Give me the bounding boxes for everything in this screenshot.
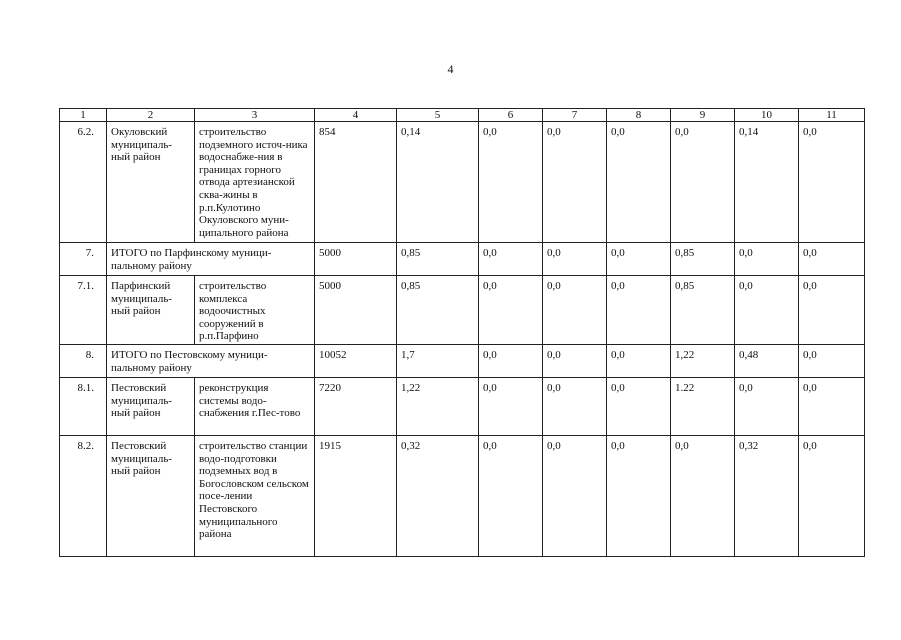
value-cell: 0,32 [397,436,479,557]
column-header: 8 [607,109,671,122]
value-cell: 1.22 [671,378,735,436]
row-number: 8.2. [60,436,107,557]
table-row [60,122,865,243]
value-cell: 5000 [315,276,397,345]
table-row [60,378,865,436]
value-cell: 0,0 [543,276,607,345]
column-header: 2 [107,109,195,122]
value-cell: 0,0 [671,122,735,243]
value-cell: 0,0 [799,345,865,378]
value-cell: 0,14 [735,122,799,243]
value-cell: 0,0 [543,436,607,557]
value-cell: 1915 [315,436,397,557]
value-cell: 0,0 [607,378,671,436]
data-table [59,108,865,557]
row-number: 7.1. [60,276,107,345]
table-row [60,436,865,557]
column-header: 11 [799,109,865,122]
value-cell: 0,0 [799,436,865,557]
total-label-cell: ИТОГО по Пестовскому муници-пальному району [107,345,315,378]
page-number: 4 [447,62,454,76]
value-cell: 0,0 [479,345,543,378]
row-number: 6.2. [60,122,107,243]
value-cell: 0,0 [607,345,671,378]
work-description-cell: строительство подземного источ-ника водоснабже-ния в границах горного отвода артезианской сква-жины в р.п.Кулотино Окуловского муни-ципального района [195,122,315,243]
value-cell: 0,85 [671,243,735,276]
column-header: 9 [671,109,735,122]
value-cell: 0,0 [607,122,671,243]
value-cell: 0,0 [799,243,865,276]
value-cell: 0,0 [479,243,543,276]
value-cell: 1,22 [671,345,735,378]
column-header: 3 [195,109,315,122]
value-cell: 0,0 [799,122,865,243]
value-cell: 0,0 [479,276,543,345]
district-cell: Пестовский муниципаль-ный район [107,436,195,557]
value-cell: 0,0 [543,122,607,243]
value-cell: 0,0 [735,378,799,436]
column-header: 4 [315,109,397,122]
value-cell: 1,7 [397,345,479,378]
work-description-cell: реконструкция системы водо-снабжения г.Пес-тово [195,378,315,436]
value-cell: 0,0 [799,276,865,345]
table-header-row [60,109,865,122]
value-cell: 0,0 [671,436,735,557]
value-cell: 0,0 [735,243,799,276]
value-cell: 0,0 [735,276,799,345]
value-cell: 0,0 [799,378,865,436]
row-number: 8.1. [60,378,107,436]
value-cell: 854 [315,122,397,243]
value-cell: 0,14 [397,122,479,243]
district-cell: Пестовский муниципаль-ный район [107,378,195,436]
value-cell: 0,0 [543,378,607,436]
work-description-cell: строительство комплекса водоочистных сооружений в р.п.Парфино [195,276,315,345]
value-cell: 0,0 [607,276,671,345]
row-number: 8. [60,345,107,378]
row-number: 7. [60,243,107,276]
value-cell: 0,0 [543,243,607,276]
value-cell: 0,85 [397,276,479,345]
total-label-cell: ИТОГО по Парфинскому муници-пальному району [107,243,315,276]
district-cell: Окуловский муниципаль-ный район [107,122,195,243]
value-cell: 1,22 [397,378,479,436]
value-cell: 0,32 [735,436,799,557]
table-row [60,276,865,345]
value-cell: 0,0 [479,378,543,436]
value-cell: 0,0 [479,122,543,243]
table-row [60,243,865,276]
work-description-cell: строительство станции водо-подготовки подземных вод в Богословском сельском посе-лении Пестовского муниципального района [195,436,315,557]
column-header: 7 [543,109,607,122]
column-header: 10 [735,109,799,122]
value-cell: 5000 [315,243,397,276]
value-cell: 0,85 [397,243,479,276]
column-header: 5 [397,109,479,122]
value-cell: 0,85 [671,276,735,345]
value-cell: 10052 [315,345,397,378]
value-cell: 0,0 [543,345,607,378]
column-header: 6 [479,109,543,122]
table-row [60,345,865,378]
district-cell: Парфинский муниципаль-ный район [107,276,195,345]
value-cell: 7220 [315,378,397,436]
value-cell: 0,48 [735,345,799,378]
value-cell: 0,0 [607,436,671,557]
column-header: 1 [60,109,107,122]
value-cell: 0,0 [607,243,671,276]
value-cell: 0,0 [479,436,543,557]
